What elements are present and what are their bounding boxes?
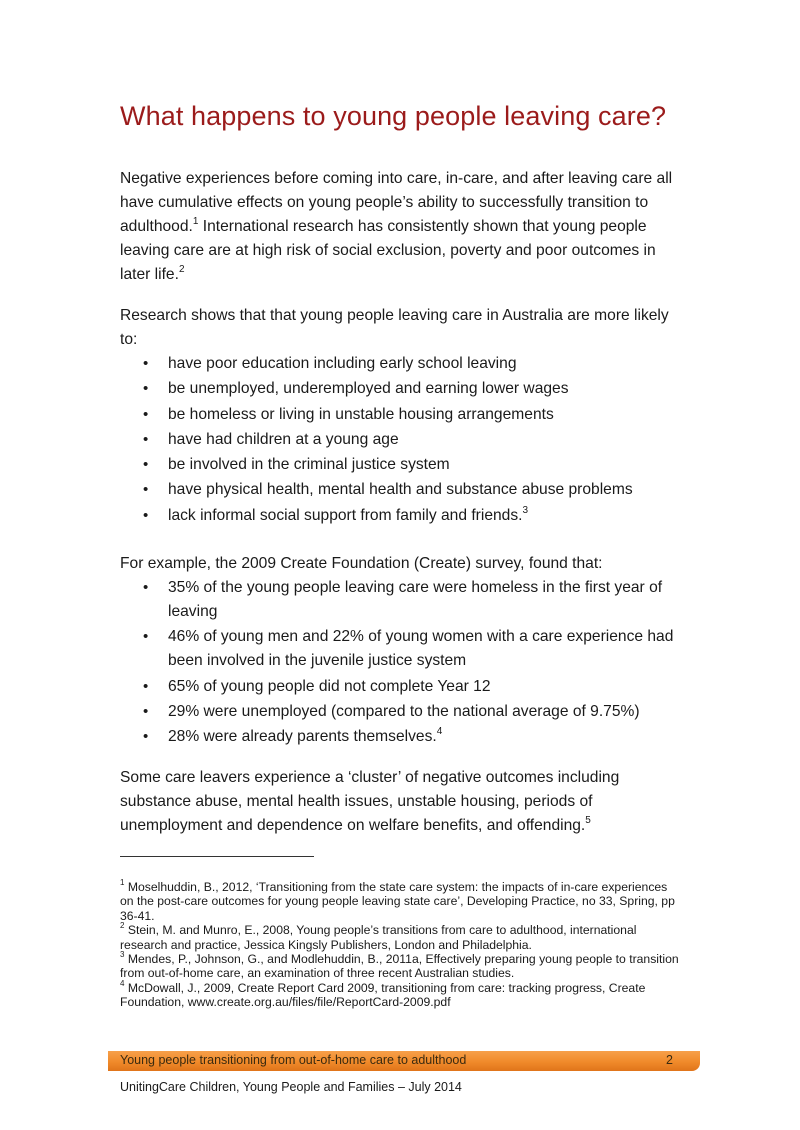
footnote-ref-3[interactable]: 3: [522, 504, 529, 516]
list-item-text: 46% of young men and 22% of young women with a care experience had been involved in the juvenile justice system: [168, 628, 674, 670]
footnote-divider: [120, 856, 314, 857]
footnotes: [120, 877, 680, 1010]
list-item-text: 65% of young people did not complete Year 12: [168, 677, 491, 695]
footnote-number: 4: [120, 978, 125, 988]
bullet-icon: •: [143, 430, 149, 448]
list-item: [120, 725, 680, 749]
bullet-icon: •: [143, 702, 149, 720]
list-item-text: have physical health, mental health and substance abuse problems: [168, 481, 633, 499]
footnote-4: [120, 978, 680, 1010]
intro-text-a: Negative experiences before coming into care, in-care, and after leaving care all have cumulative effects on young people’s ability to successfully transition to adulthood.: [120, 170, 673, 235]
footnote-text: McDowall, J., 2009, Create Report Card 2009, transitioning from care: tracking progress, Create Foundation, www.create.org.au/files/file/ReportCard-2009.pdf: [120, 980, 646, 1010]
bullet-icon: •: [143, 506, 149, 524]
closing-paragraph: [120, 766, 680, 838]
list-item: [120, 576, 680, 624]
footnote-ref-5[interactable]: 5: [585, 814, 591, 826]
footnote-number: 3: [120, 949, 125, 959]
closing-text: Some care leavers experience a ‘cluster’ of negative outcomes including substance abuse, mental health issues, unstable housing, periods of unemployment and dependence on welfare benefits, and offending.: [120, 769, 620, 834]
bullet-icon: •: [143, 579, 149, 596]
survey-bullet-list: [120, 576, 680, 750]
list-item: [120, 675, 680, 699]
footnote-ref-1[interactable]: 1: [192, 215, 199, 227]
footnote-text: Stein, M. and Munro, E., 2008, Young people’s transitions from care to adulthood, international research and practice, Jessica Kingsly Publishers, London and Philadelphia.: [120, 923, 637, 952]
survey-lead-paragraph: For example, the 2009 Create Foundation (Create) survey, found that:: [120, 555, 603, 572]
list-item: [120, 504, 680, 528]
bullet-icon: •: [143, 728, 149, 746]
list-item-text: be unemployed, underemployed and earning lower wages: [168, 380, 569, 398]
list-item-text: be homeless or living in unstable housing arrangements: [168, 405, 554, 423]
footnote-ref-4[interactable]: 4: [436, 726, 443, 737]
footnote-3: [120, 949, 680, 981]
footnote-2: [120, 923, 680, 952]
bullet-icon: •: [143, 628, 149, 646]
bullet-icon: •: [143, 405, 149, 423]
footnote-number: 1: [120, 877, 125, 887]
list-item-text: lack informal social support from family and friends.: [168, 506, 523, 524]
footnote-number: 2: [120, 921, 125, 931]
list-item-text: have poor education including early school leaving: [168, 355, 517, 372]
research-lead-paragraph: Research shows that that young people leaving care in Australia are more likely to:: [120, 307, 669, 348]
list-item-text: have had children at a young age: [168, 430, 399, 448]
list-item: [120, 478, 680, 502]
intro-paragraph: [120, 167, 680, 287]
footer-document-title: Young people transitioning from out-of-home care to adulthood: [120, 1053, 467, 1067]
footnote-ref-2[interactable]: 2: [178, 263, 185, 275]
footnote-1: [120, 877, 680, 923]
list-item: [120, 352, 680, 376]
bullet-icon: •: [143, 456, 149, 474]
footnote-text: Moselhuddin, B., 2012, ‘Transitioning from the state care system: the impacts of in-care experiences on the post-care outcomes for young people leaving state care’, Developing Practice, no 33, Spring, pp 36-41.: [120, 880, 675, 923]
list-item: [120, 428, 680, 452]
list-item: [120, 377, 680, 401]
bullet-icon: •: [143, 481, 149, 499]
list-item-text: 35% of the young people leaving care were homeless in the first year of leaving: [168, 579, 663, 620]
list-item: [120, 453, 680, 477]
intro-text-b: International research has consistently shown that young people leaving care are at high risk of social exclusion, poverty and poor outcomes in later life.: [120, 218, 656, 283]
list-item-text: 28% were already parents themselves.: [168, 728, 437, 746]
bullet-icon: •: [143, 677, 149, 695]
bullet-icon: •: [143, 355, 149, 372]
list-item-text: 29% were unemployed (compared to the national average of 9.75%): [168, 702, 640, 720]
footer-organisation: UnitingCare Children, Young People and Families – July 2014: [120, 1080, 462, 1094]
page-title: What happens to young people leaving care?: [120, 101, 667, 131]
list-item: [120, 700, 680, 724]
page-number: 2: [666, 1053, 673, 1067]
footnote-text: Mendes, P., Johnson, G., and Modlehuddin, B., 2011a, Effectively preparing young people to transition from out-of-home care, an examination of three recent Australian studies.: [120, 952, 679, 981]
footer-bar: [108, 1051, 700, 1071]
bullet-icon: •: [143, 380, 149, 398]
list-item: [120, 625, 680, 673]
list-item-text: be involved in the criminal justice system: [168, 456, 450, 474]
research-bullet-list: [120, 352, 680, 529]
list-item: [120, 403, 680, 427]
